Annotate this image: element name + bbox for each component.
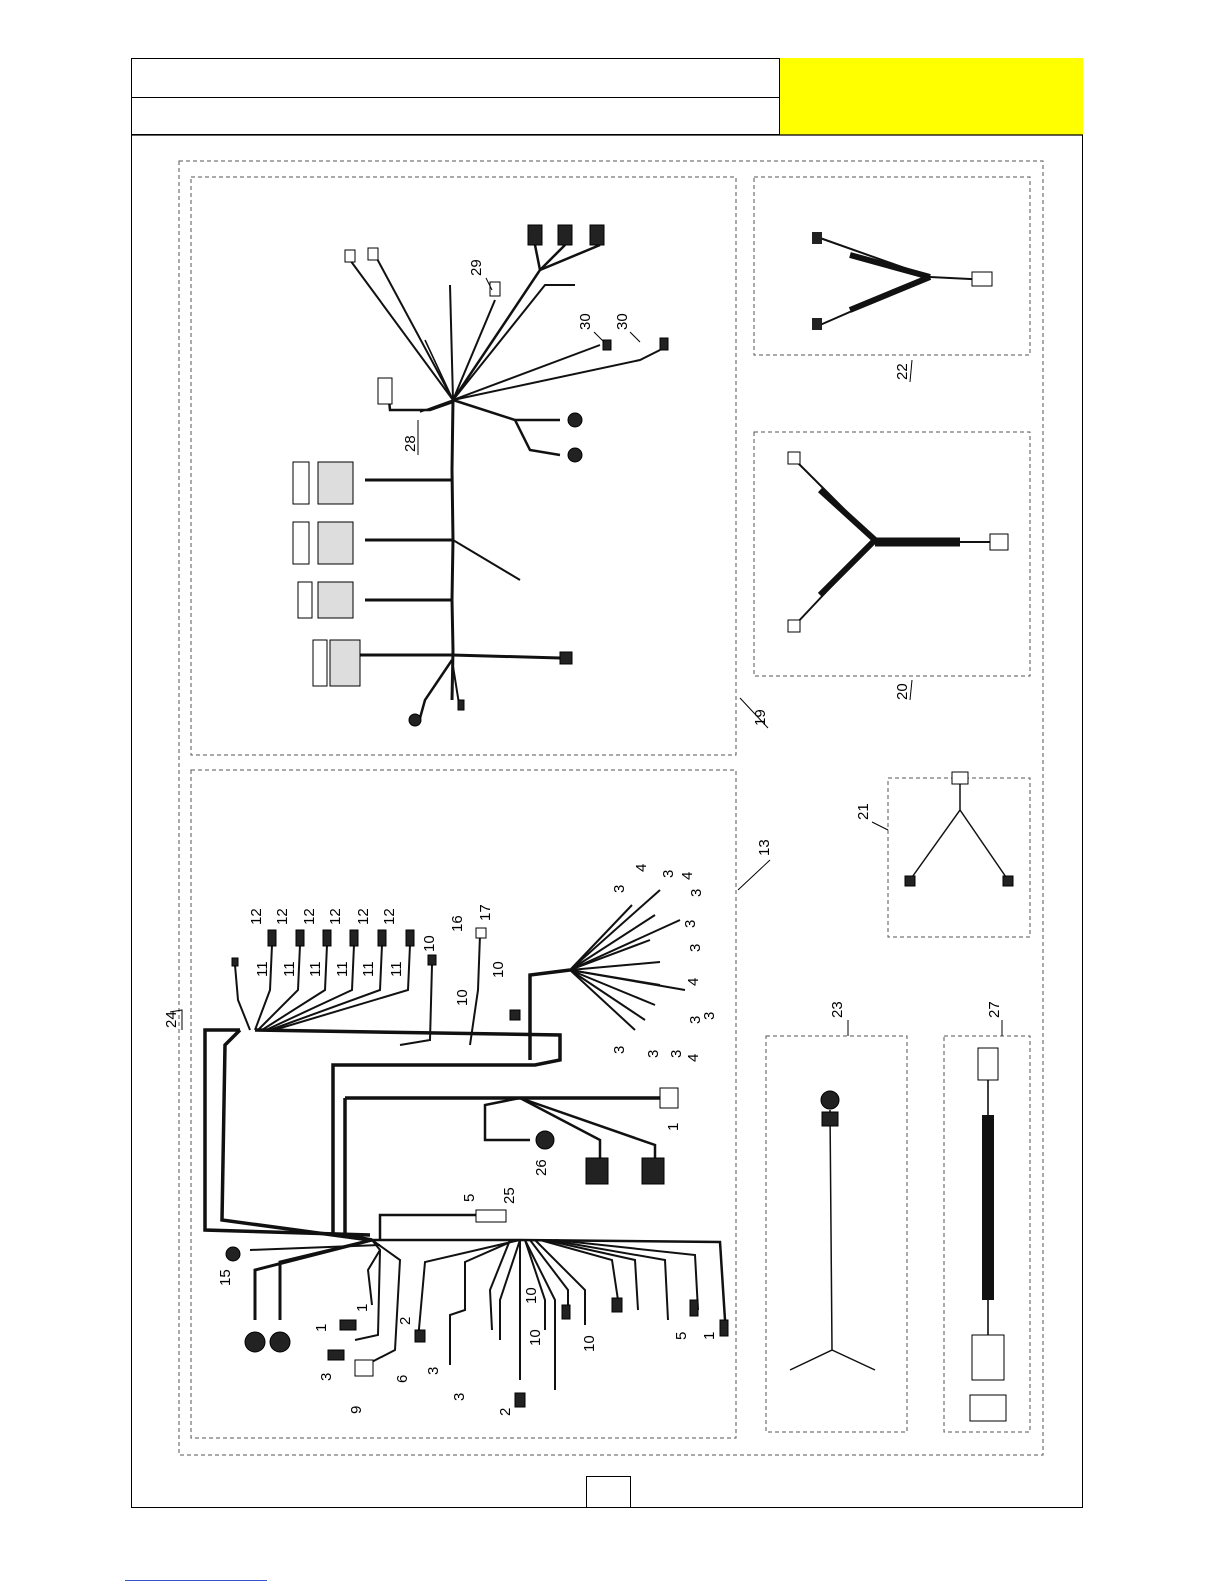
- callout-4b: 4: [679, 871, 696, 880]
- callout-10c: 10: [490, 961, 507, 978]
- callout-12e: 12: [355, 908, 372, 925]
- callout-5b: 5: [673, 1331, 690, 1340]
- callout-3l: 3: [425, 1366, 442, 1375]
- callout-30b: 30: [614, 313, 631, 330]
- callout-3m: 3: [451, 1392, 468, 1401]
- callout-3a: 3: [611, 884, 628, 893]
- callout-4a: 4: [633, 863, 650, 872]
- callout-30a: 30: [577, 313, 594, 330]
- inner-loop: [222, 1030, 370, 1240]
- fuse-box: [378, 378, 392, 404]
- callout-11f: 11: [388, 961, 405, 977]
- callout-12c: 12: [301, 908, 318, 925]
- relay-3: [590, 225, 604, 245]
- round-conn-3: [409, 714, 421, 726]
- callout-4c: 4: [685, 977, 702, 986]
- connectors-19: [293, 225, 668, 726]
- callout-3g: 3: [701, 1011, 718, 1020]
- ecu-plug-4: [330, 640, 360, 686]
- round-conn-2: [568, 448, 582, 462]
- ecu-plug-3: [318, 582, 353, 618]
- fan-d: [425, 340, 453, 400]
- callout-3i: 3: [645, 1049, 662, 1058]
- relay-2: [558, 225, 572, 245]
- connectors-21: [905, 772, 1013, 886]
- callout-6: 6: [394, 1374, 411, 1383]
- callout-2b: 2: [497, 1407, 514, 1416]
- callout-15: 15: [217, 1269, 234, 1286]
- callout-3d: 3: [682, 919, 699, 928]
- callout-10b: 10: [454, 989, 471, 1006]
- callout-12a: 12: [248, 908, 265, 925]
- harness-20: [795, 460, 1000, 625]
- ecu-plug-2: [318, 522, 353, 564]
- ecu-cap-2: [293, 522, 309, 564]
- ecu-plug-1: [318, 462, 353, 504]
- conn-30b: [660, 338, 668, 350]
- callout-1a: 1: [665, 1122, 682, 1131]
- callout-12d: 12: [327, 908, 344, 925]
- callout-3k: 3: [318, 1372, 335, 1381]
- harness-23: [790, 1110, 875, 1370]
- callout-1b: 1: [354, 1303, 371, 1312]
- callout-2a: 2: [397, 1316, 414, 1325]
- callout-27: 27: [986, 1001, 1003, 1018]
- callout-5a: 5: [461, 1193, 478, 1202]
- callout-13: 13: [756, 839, 773, 856]
- harness-13-branches: [235, 890, 698, 1390]
- callout-3j: 3: [668, 1049, 685, 1058]
- callout-10a: 10: [421, 935, 438, 952]
- round-conn-1: [568, 413, 582, 427]
- branch-fan: [453, 540, 520, 580]
- callout-11b: 11: [281, 961, 298, 977]
- sensor-line-right: [452, 655, 560, 658]
- callout-12b: 12: [274, 908, 291, 925]
- ecu-cap-1: [293, 462, 309, 504]
- fan-i: [453, 350, 660, 400]
- leader-lines: [170, 278, 1002, 1036]
- callout-28: 28: [402, 435, 419, 452]
- callout-3f: 3: [687, 1015, 704, 1024]
- ecu-cap-3: [298, 582, 312, 618]
- callout-16: 16: [449, 915, 466, 932]
- connectors-22: [812, 232, 992, 330]
- big-round-b: [270, 1332, 290, 1352]
- callout-3h: 3: [611, 1045, 628, 1054]
- fan-j: [453, 400, 560, 455]
- frame-20: [754, 432, 1030, 676]
- callout-3e: 3: [687, 943, 704, 952]
- callout-26: 26: [533, 1159, 550, 1176]
- sensor-round-a: [586, 1158, 608, 1184]
- callout-29: 29: [468, 259, 485, 276]
- callout-11c: 11: [307, 961, 324, 977]
- callout-17: 17: [477, 904, 494, 921]
- callout-22: 22: [894, 363, 911, 380]
- callout-4d: 4: [685, 1053, 702, 1062]
- dashed-frames: [179, 161, 1043, 1455]
- frame-19: [191, 177, 736, 755]
- callout-10d: 10: [523, 1287, 540, 1304]
- callout-10f: 10: [581, 1335, 598, 1352]
- callout-9: 9: [348, 1405, 365, 1414]
- branch-25: [380, 1215, 480, 1240]
- callout-23: 23: [829, 1001, 846, 1018]
- fan-c: [450, 285, 453, 400]
- conn-9: [355, 1360, 373, 1376]
- callout-24: 24: [163, 1011, 180, 1028]
- frame-21: [888, 778, 1030, 937]
- ecu-cap-4: [313, 640, 327, 686]
- callout-11d: 11: [334, 961, 351, 977]
- fan-f: [453, 245, 540, 400]
- sensor-conn: [560, 652, 572, 664]
- conn-26: [536, 1131, 554, 1149]
- connectors-23: [821, 1091, 839, 1126]
- fan-g: [453, 285, 575, 400]
- callout-21: 21: [855, 803, 872, 820]
- harness-22: [820, 238, 990, 325]
- relay-1: [528, 225, 542, 245]
- sensor-round-b: [642, 1158, 664, 1184]
- fan-e: [453, 300, 495, 400]
- riser-to-fan: [530, 970, 570, 1060]
- callout-1c: 1: [313, 1323, 330, 1332]
- loop-3: [345, 1098, 372, 1240]
- harness-27: [970, 1048, 1006, 1421]
- branch-to-fuse: [388, 390, 453, 410]
- callout-3b: 3: [660, 869, 677, 878]
- callout-25: 25: [501, 1187, 518, 1204]
- callout-12f: 12: [381, 908, 398, 925]
- callout-20: 20: [894, 683, 911, 700]
- callout-11a: 11: [254, 961, 271, 977]
- fan-a: [350, 260, 453, 400]
- harness-21: [910, 780, 1008, 880]
- callout-11e: 11: [360, 961, 377, 977]
- big-round-a: [245, 1332, 265, 1352]
- callout-3c: 3: [688, 888, 705, 897]
- conn-15: [226, 1247, 240, 1261]
- branch-round: [420, 660, 452, 718]
- callout-19: 19: [752, 709, 769, 726]
- callout-10e: 10: [527, 1329, 544, 1346]
- branch-26: [485, 1098, 530, 1140]
- callout-1d: 1: [701, 1331, 718, 1340]
